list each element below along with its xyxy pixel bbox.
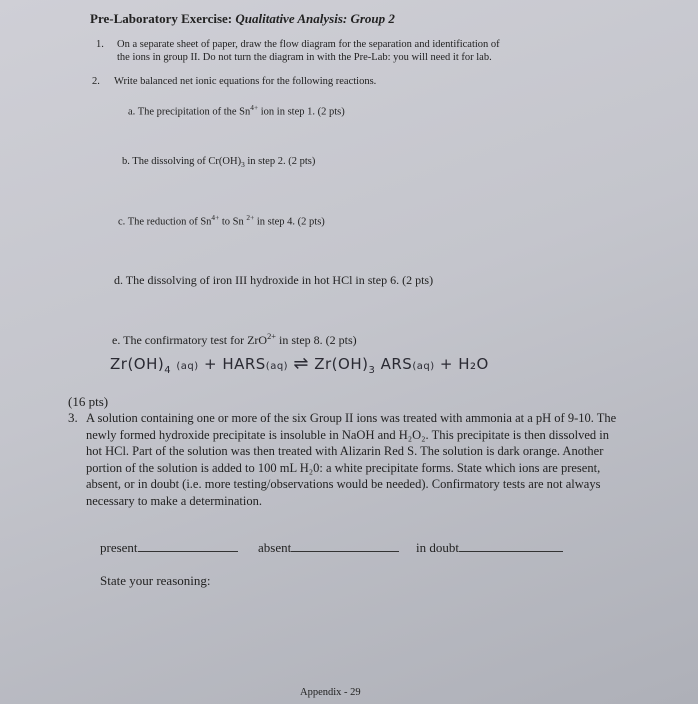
in-doubt-blank[interactable] — [459, 550, 563, 552]
handwritten-equation: $Zr(OH)_4$ (aq) + HARS(aq) ⇌ $Zr(OH)_3$ ARS(aq) + H₂O — [110, 353, 489, 376]
present-field[interactable]: present — [100, 540, 238, 556]
q2-part-e: e. The confirmatory test for ZrO$^{2+}$ in step 8. (2 pts) — [112, 332, 357, 347]
present-blank[interactable] — [138, 550, 238, 552]
q2-part-c: c. The reduction of $Sn^{4+}$ to Sn $^{2+}$ in step 4. (2 pts) — [118, 213, 325, 228]
q2-intro: Write balanced net ionic equations for the following reactions. — [114, 76, 377, 87]
q3-number: 3. — [68, 410, 78, 425]
q1-line-2: the ions in group II. Do not turn the diagram in with the Pre-Lab: you will need it for lab. — [117, 52, 492, 63]
absent-field[interactable]: absent — [258, 540, 399, 556]
equilibrium-arrow: ⇌ — [293, 353, 309, 374]
reasoning-label: State your reasoning: — [100, 573, 211, 588]
page-footer: Appendix - 29 — [300, 687, 361, 698]
q2-number: 2. — [92, 76, 100, 87]
header-prefix: Pre-Laboratory Exercise: — [90, 11, 233, 26]
q2-part-a: a. The precipitation of the $Sn^{4+}$ ion in step 1. (2 pts) — [128, 103, 345, 118]
q2-part-b: b. The dissolving of $Cr(OH)_3$ in step 2. (2 pts) — [122, 156, 316, 170]
page-header — [90, 11, 395, 27]
absent-blank[interactable] — [291, 550, 399, 552]
header-title: Qualitative Analysis: Group 2 — [235, 11, 395, 26]
q3-paragraph: A solution containing one or more of the six Group II ions was treated with ammonia at a pH of 9-10. The newly formed hydroxide precipitate is insoluble in NaOH and H₂O₂. This precipitate is then dissolved in hot HCl. Part of the solution was then treated with Alizarin Red S. The solution is dark orange. Another portion of the solution is added to 100 mL H₂0: a white precipitate forms. State which ions are present, absent, or in doubt (i.e. more testing/observations would be needed). Confirmatory tests are not always necessary to make a determination. — [86, 411, 617, 508]
in-doubt-field[interactable]: in doubt — [416, 540, 563, 556]
q3-points: (16 pts) — [68, 394, 109, 409]
q2-part-d: d. The dissolving of iron III hydroxide in hot HCl in step 6. (2 pts) — [114, 273, 434, 287]
q1-line-1: On a separate sheet of paper, draw the flow diagram for the separation and identification of — [117, 39, 500, 50]
q1-number: 1. — [96, 39, 104, 50]
